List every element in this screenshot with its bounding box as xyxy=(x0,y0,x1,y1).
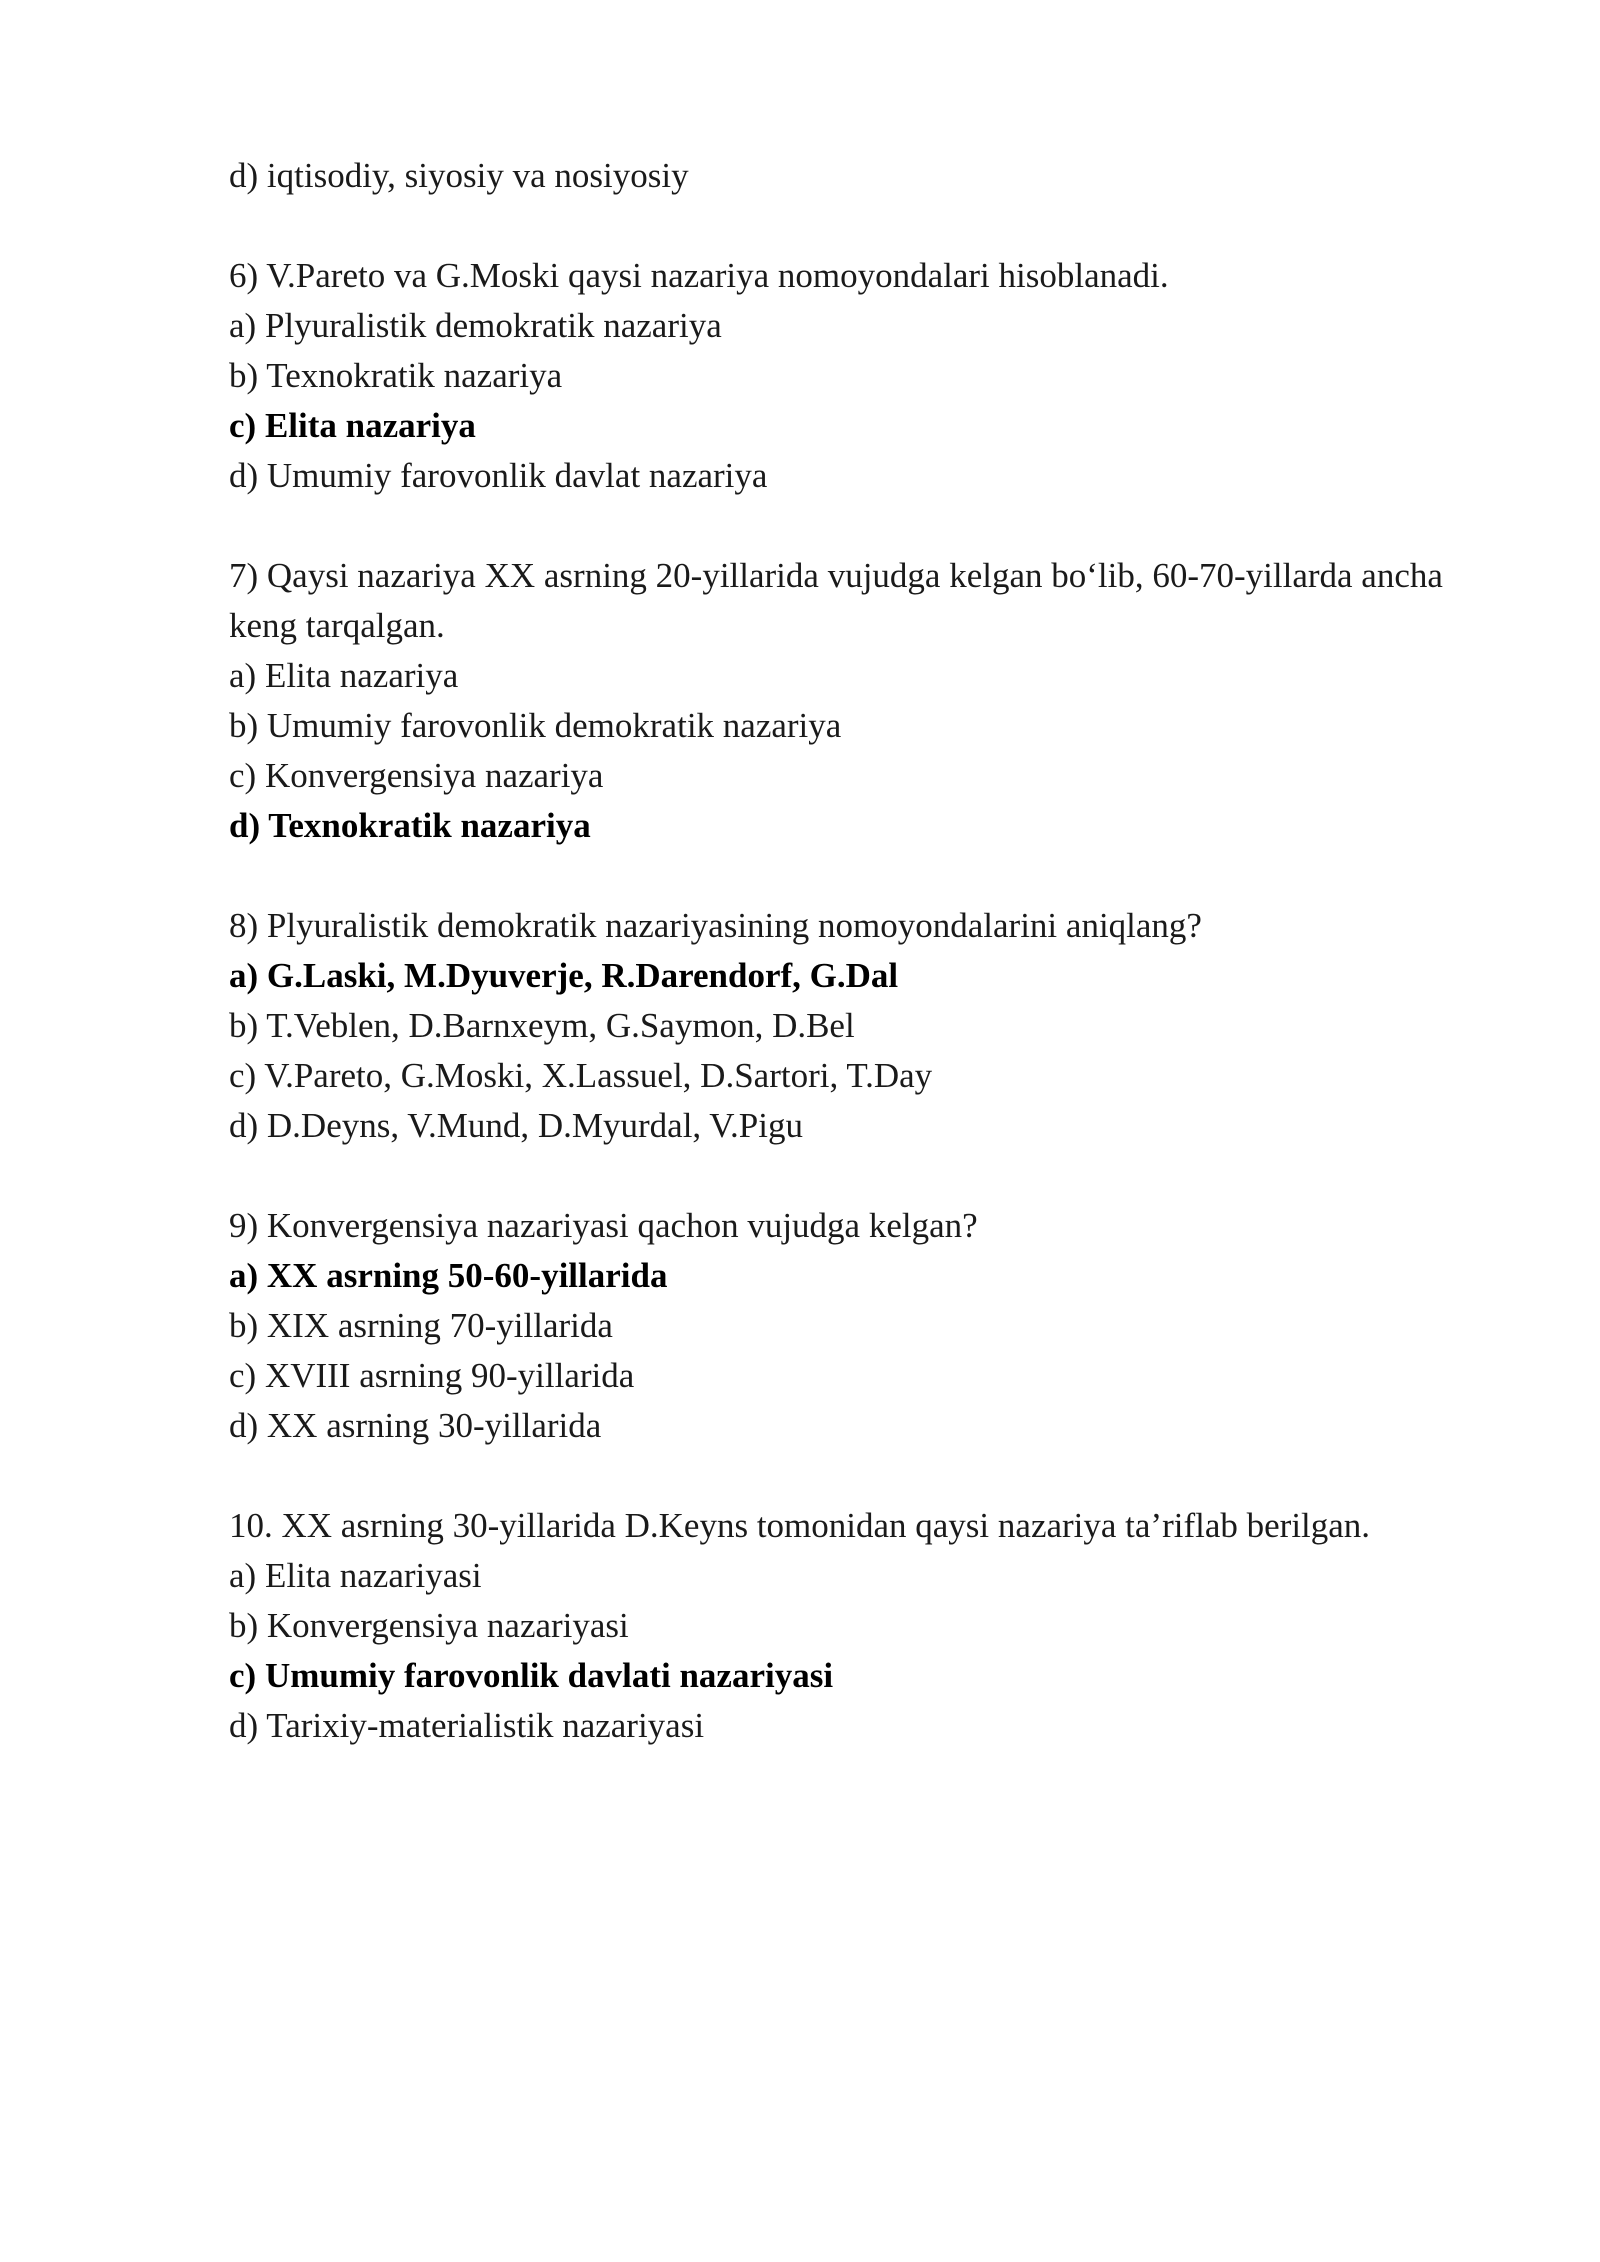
answer-option: b) Texnokratik nazariya xyxy=(229,356,563,395)
correct-answer-option: d) Texnokratik nazariya xyxy=(229,806,591,845)
spacer xyxy=(229,1151,1489,1201)
question-text: 9) Konvergensiya nazariyasi qachon vujudga kelgan? xyxy=(229,1206,978,1245)
spacer xyxy=(229,201,1489,251)
question-block xyxy=(229,1201,1489,1451)
spacer xyxy=(229,1451,1489,1501)
spacer xyxy=(229,501,1489,551)
answer-option: d) D.Deyns, V.Mund, D.Myurdal, V.Pigu xyxy=(229,1106,803,1145)
answer-option: a) Elita nazariyasi xyxy=(229,1556,482,1595)
answer-option: c) Konvergensiya nazariya xyxy=(229,756,604,795)
answer-option: c) XVIII asrning 90-yillarida xyxy=(229,1356,635,1395)
spacer xyxy=(229,851,1489,901)
question-text: 10. XX asrning 30-yillarida D.Keyns tomonidan qaysi nazariya ta’riflab berilgan. xyxy=(229,1506,1371,1545)
question-block xyxy=(229,551,1489,851)
answer-option: b) XIX asrning 70-yillarida xyxy=(229,1306,613,1345)
answer-option: d) Tarixiy-materialistik nazariyasi xyxy=(229,1706,705,1745)
question-text: 6) V.Pareto va G.Moski qaysi nazariya nomoyondalari hisoblanadi. xyxy=(229,256,1169,295)
answer-option: b) Umumiy farovonlik demokratik nazariya xyxy=(229,706,842,745)
question-block xyxy=(229,1501,1489,1751)
answer-option: b) T.Veblen, D.Barnxeym, G.Saymon, D.Bel xyxy=(229,1006,855,1045)
carryover-option-d: d) iqtisodiy, siyosiy va nosiyosiy xyxy=(229,156,689,195)
question-text: 7) Qaysi nazariya XX asrning 20-yillarida vujudga kelgan bo‘lib, 60-70-yillarda ancha keng tarqalgan. xyxy=(229,556,1443,645)
correct-answer-option: a) G.Laski, M.Dyuverje, R.Darendorf, G.Dal xyxy=(229,956,899,995)
correct-answer-option: c) Elita nazariya xyxy=(229,406,476,445)
answer-option: d) Umumiy farovonlik davlat nazariya xyxy=(229,456,768,495)
answer-option: a) Elita nazariya xyxy=(229,656,459,695)
question-block xyxy=(229,901,1489,1151)
answer-option: a) Plyuralistik demokratik nazariya xyxy=(229,306,722,345)
document-content xyxy=(229,151,1489,1751)
question-block xyxy=(229,251,1489,501)
answer-option: b) Konvergensiya nazariyasi xyxy=(229,1606,629,1645)
correct-answer-option: a) XX asrning 50-60-yillarida xyxy=(229,1256,668,1295)
question-text: 8) Plyuralistik demokratik nazariyasining nomoyondalarini aniqlang? xyxy=(229,906,1202,945)
correct-answer-option: c) Umumiy farovonlik davlati nazariyasi xyxy=(229,1656,834,1695)
answer-option: c) V.Pareto, G.Moski, X.Lassuel, D.Sartori, T.Day xyxy=(229,1056,933,1095)
answer-option: d) XX asrning 30-yillarida xyxy=(229,1406,602,1445)
